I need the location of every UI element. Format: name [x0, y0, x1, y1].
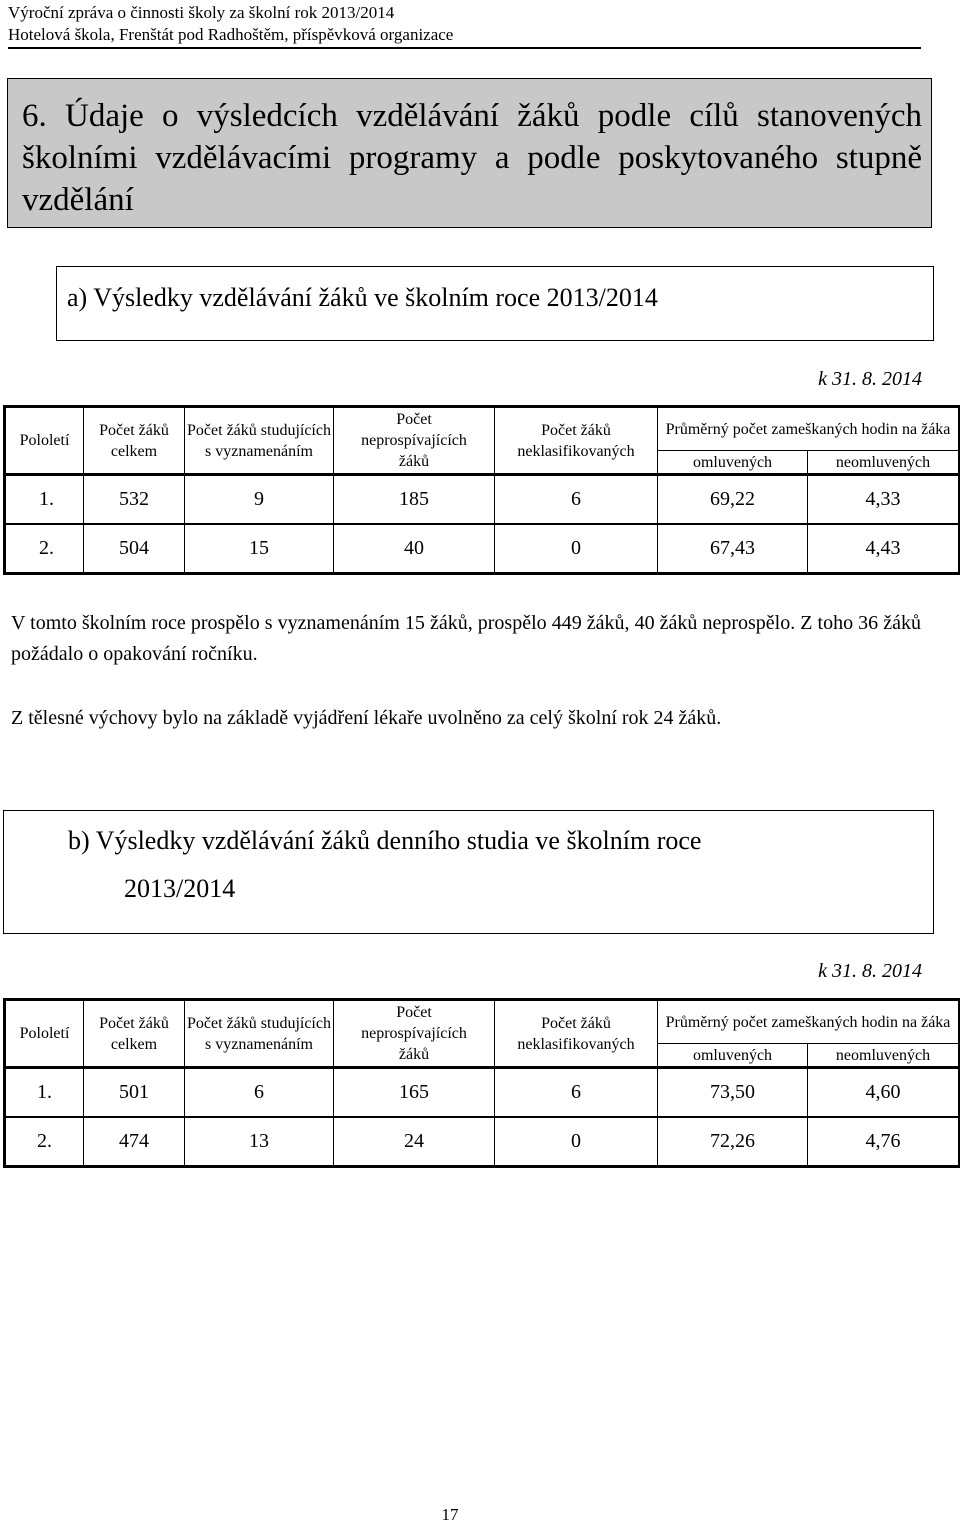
- cell-vyznamenani: 6: [185, 1068, 334, 1118]
- col-header-neklasifikovanych: Počet žáků neklasifikovaných: [495, 407, 658, 475]
- cell-omluvenych: 69,22: [658, 475, 808, 525]
- table-row: [5, 475, 960, 525]
- cell-neprospivajicich: 165: [334, 1068, 495, 1118]
- paragraph-results: V tomto školním roce prospělo s vyznamenáním 15 žáků, prospělo 449 žáků, 40 žáků neprospělo. Z toho 36 žáků požádalo o opakování ročníku.: [11, 612, 921, 665]
- cell-celkem: 474: [84, 1117, 185, 1167]
- table-row: [5, 524, 960, 574]
- cell-omluvenych: 72,26: [658, 1117, 808, 1167]
- col-header-neomluvenych: neomluvených: [808, 1044, 960, 1068]
- section-b-title-line-1: b) Výsledky vzdělávání žáků denního studia ve školním roce: [68, 826, 702, 855]
- cell-omluvenych: 67,43: [658, 524, 808, 574]
- running-header: [8, 2, 921, 49]
- col-header-neomluvenych: neomluvených: [808, 451, 960, 475]
- col-header-prumerny: Průměrný počet zameškaných hodin na žáka: [658, 407, 960, 451]
- col-header-omluvenych: omluvených: [658, 1044, 808, 1068]
- section-a-title: a) Výsledky vzdělávání žáků ve školním roce 2013/2014: [67, 283, 658, 312]
- cell-neklasifikovanych: 6: [495, 1068, 658, 1118]
- cell-neklasifikovanych: 0: [495, 1117, 658, 1167]
- cell-neprospivajicich: 185: [334, 475, 495, 525]
- table-row: [5, 1068, 960, 1118]
- section-a-date: k 31. 8. 2014: [818, 368, 922, 390]
- cell-vyznamenani: 13: [185, 1117, 334, 1167]
- col-header-celkem: Počet žáků celkem: [84, 407, 185, 475]
- cell-pololeti: 2.: [5, 524, 84, 574]
- cell-neomluvenych: 4,60: [808, 1068, 960, 1118]
- cell-pololeti: 1.: [5, 475, 84, 525]
- col-header-pololeti: Pololetí: [5, 1000, 84, 1068]
- cell-neprospivajicich: 40: [334, 524, 495, 574]
- cell-neomluvenych: 4,76: [808, 1117, 960, 1167]
- section-a-heading-box: [56, 266, 934, 341]
- col-header-vyznamenani: Počet žáků studujících s vyznamenáním: [185, 407, 334, 475]
- cell-omluvenych: 73,50: [658, 1068, 808, 1118]
- section-b-table: [3, 998, 960, 1168]
- col-header-celkem: Počet žáků celkem: [84, 1000, 185, 1068]
- section-b-heading-box: [3, 810, 934, 934]
- col-header-neprospivajicich: Počet neprospívajících žáků: [334, 407, 495, 475]
- col-header-neprospivajicich: Počet neprospívajících žáků: [334, 1000, 495, 1068]
- section-a-table: [3, 405, 960, 575]
- section-b-date: k 31. 8. 2014: [818, 960, 922, 982]
- page-number: 17: [441, 1505, 459, 1524]
- cell-celkem: 532: [84, 475, 185, 525]
- paragraph-pe-exemption: Z tělesné výchovy bylo na základě vyjádření lékaře uvolněno za celý školní rok 24 žáků.: [11, 707, 722, 729]
- col-header-neklasifikovanych: Počet žáků neklasifikovaných: [495, 1000, 658, 1068]
- section-b-title-line-2: 2013/2014: [124, 874, 236, 903]
- cell-vyznamenani: 15: [185, 524, 334, 574]
- cell-neomluvenych: 4,33: [808, 475, 960, 525]
- chapter-title: 6. Údaje o výsledcích vzdělávání žáků podle cílů stanovených školními vzdělávacími programy a podle poskytovaného stupně vzdělání: [22, 98, 922, 218]
- table-row: [5, 1117, 960, 1167]
- cell-celkem: 504: [84, 524, 185, 574]
- cell-pololeti: 2.: [5, 1117, 84, 1167]
- cell-neprospivajicich: 24: [334, 1117, 495, 1167]
- cell-celkem: 501: [84, 1068, 185, 1118]
- cell-vyznamenani: 9: [185, 475, 334, 525]
- chapter-heading-box: [7, 78, 932, 228]
- header-line-1: Výroční zpráva o činnosti školy za školní rok 2013/2014: [8, 3, 395, 22]
- cell-neomluvenych: 4,43: [808, 524, 960, 574]
- header-line-2: Hotelová škola, Frenštát pod Radhoštěm, příspěvková organizace: [8, 25, 454, 44]
- col-header-pololeti: Pololetí: [5, 407, 84, 475]
- cell-pololeti: 1.: [5, 1068, 84, 1118]
- col-header-prumerny: Průměrný počet zameškaných hodin na žáka: [658, 1000, 960, 1044]
- col-header-omluvenych: omluvených: [658, 451, 808, 475]
- cell-neklasifikovanych: 6: [495, 475, 658, 525]
- cell-neklasifikovanych: 0: [495, 524, 658, 574]
- col-header-vyznamenani: Počet žáků studujících s vyznamenáním: [185, 1000, 334, 1068]
